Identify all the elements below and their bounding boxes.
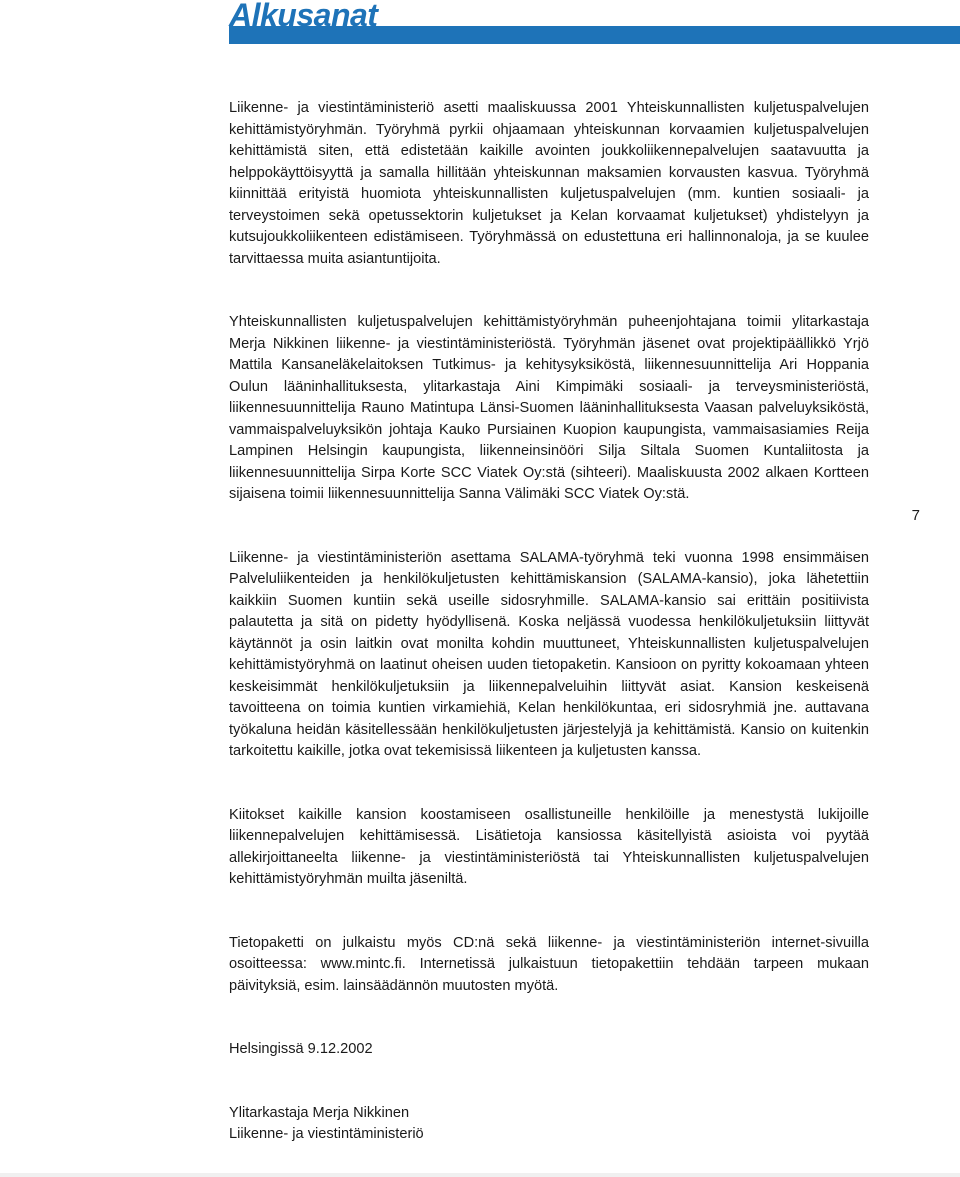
- signature-organization: Liikenne- ja viestintäministeriö: [229, 1126, 424, 1142]
- place-date: Helsingissä 9.12.2002: [229, 1041, 373, 1057]
- signature-name: Ylitarkastaja Merja Nikkinen: [229, 1104, 410, 1121]
- paragraph-salama: Liikenne- ja viestintäministeriön asettama SALAMA-työryhmä teki vuonna 1998 ensimmäisen Palveluliikenteiden ja henkilökuljetusten kehittämiskansion (SALAMA-kansio), joka lähetettiin kaikkiin Suomen kuntiin sekä useille sidosryhmille. SALAMA-kansio sai erittäin positiivista palautetta ja sitä on pidetty hyödyllisenä. Koska neljässä vuodessa henkilökuljetuksiin liittyvät käytännöt ja osin laitkin ovat monilta kohdin muuttuneet, Yhteiskunnallisten kuljetuspalvelujen kehittämistyöryhmä on laatinut oheisen uuden tietopaketin. Kansioon on pyritty kokoamaan yhteen keskeisimmät henkilökuljetuksiin ja liikennepalveluihin liittyvät asiat. Kansion keskeisenä tavoitteena on toimia kuntien virkamiehiä, Kelan henkilökuntaa, eri sidosryhmiä jne. auttavana työkaluna heidän käsitellessään henkilökuljetusten järjestelyjä ja kehittämistä. Kansio on kuitenkin tarkoitettu kaikille, jotka ovat tekemisissä liikenteen ja kuljetusten kanssa.: [229, 549, 869, 759]
- paragraph-publication: Tietopaketti on julkaistu myös CD:nä sekä liikenne- ja viestintäministeriön internet-sivuilla osoitteessa: www.mintc.fi. Internetissä julkaistuun tietopakettiin tehdään tarpeen mukaan päivityksiä, esim. lainsäädännön muutosten myötä.: [229, 934, 869, 994]
- page-title: Alkusanat: [229, 0, 378, 33]
- paragraph-thanks: Kiitokset kaikille kansion koostamiseen osallistuneille henkilöille ja menestystä lukijoille liikennepalvelujen kehittämisessä. Lisätietoja kansiossa käsitellyistä asioista voi pyytää allekirjoittaneelta liikenne- ja viestintäministeriöstä tai Yhteiskunnallisten kuljetuspalvelujen kehittämistyöryhmän muilta jäseniltä.: [229, 806, 869, 887]
- paragraph-members: Yhteiskunnallisten kuljetuspalvelujen kehittämistyöryhmän puheenjohtajana toimii ylitarkastaja Merja Nikkinen liikenne- ja viestintäministeriöstä. Työryhmän jäsenet ovat projektipäällikkö Yrjö Mattila Kansaneläkelaitoksen Tutkimus- ja kehitysyksiköstä, liikennesuunnittelija Ari Hoppania Oulun lääninhallituksesta, ylitarkastaja Aini Kimpimäki sosiaali- ja terveysministeriöstä, liikennesuunnittelija Rauno Matintupa Länsi-Suomen lääninhallituksesta Vaasan palveluyksiköstä, vammaispalveluyksikön johtaja Kauko Pursiainen Kuopion kaupungista, vammaisasiamies Reija Lampinen Helsingin kaupungista, liikenneinsinööri Silja Siltala Suomen Kuntaliitosta ja liikennesuunnittelija Sirpa Korte SCC Viatek Oy:stä (sihteeri). Maaliskuusta 2002 alkaen Kortteen sijaisena toimii liikennesuunnittelija Sanna Välimäki SCC Viatek Oy:stä.: [229, 314, 869, 502]
- signature-block: [229, 1103, 869, 1146]
- paragraph-intro: Liikenne- ja viestintäministeriö asetti maaliskuussa 2001 Yhteiskunnallisten kuljetuspalvelujen kehittämistyöryhmän. Työryhmä pyrkii ohjaamaan yhteiskunnan korvaamien kuljetuspalvelujen kehittämistä siten, että edistetään kaikille avointen joukkoliikennepalvelujen saatavuutta ja helppokäyttöisyyttä ja samalla hillitään yhteiskunnan maksamien korvausten kasvua. Työryhmä kiinnittää erityistä huomiota yhteiskunnallisten kuljetuspalvelujen (mm. kuntien sosiaali- ja terveystoimen sekä opetussektorin kuljetukset ja Kelan korvaamat kuljetukset) yhdistelyyn ja kutsujoukkoliikenteen edistämiseen. Työryhmässä on edustettuna eri hallinnonaloja, ja se kuulee tarvittaessa muita asiantuntijoita.: [229, 100, 869, 267]
- document-body: [229, 98, 869, 1146]
- bottom-divider: [0, 1173, 960, 1177]
- page-number: 7: [911, 507, 920, 524]
